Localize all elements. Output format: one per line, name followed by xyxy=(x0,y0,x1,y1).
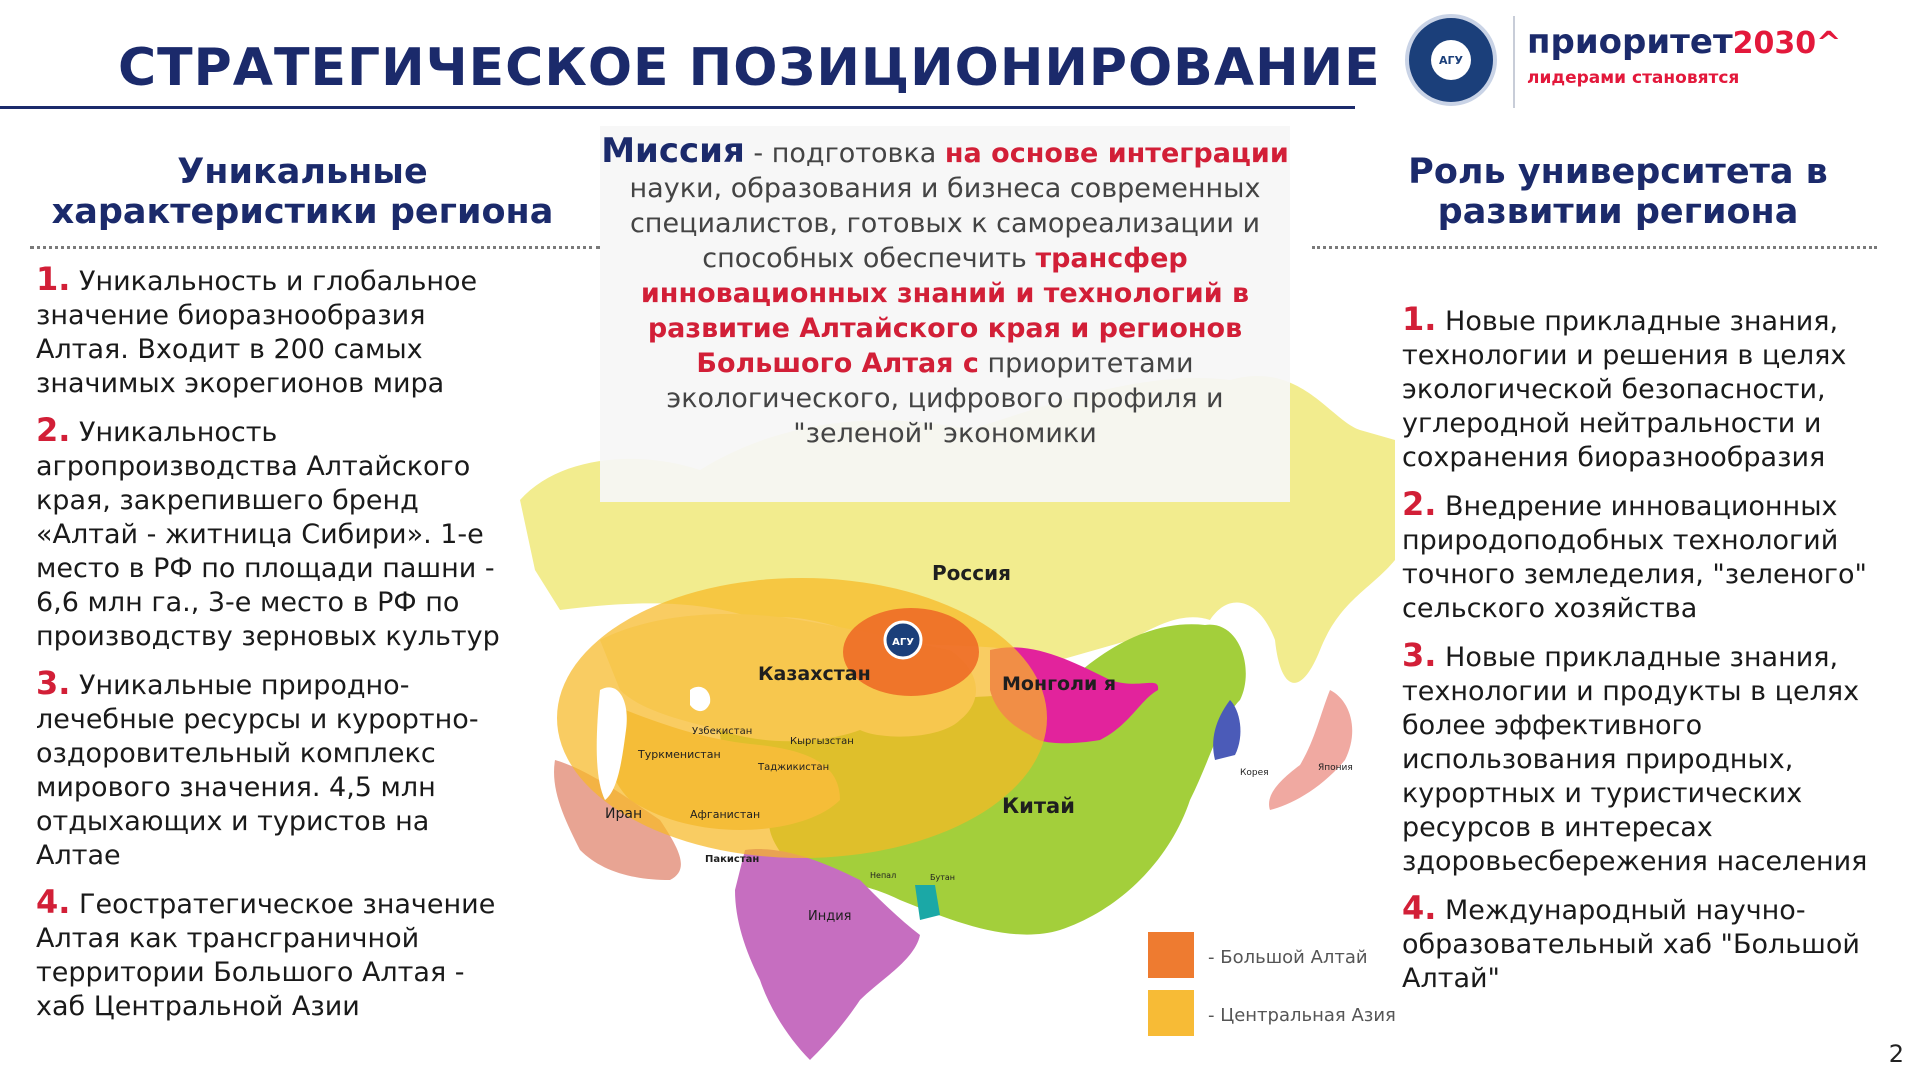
list-item: 3. Новые прикладные знания, технологии и продукты в целях более эффективного использования природных, курортных и туристических ресурсов в интересах здоровьесбережения населения xyxy=(1402,636,1868,877)
mission-text-2: науки, образования и бизнеса современных специалистов, готовых к самореализации и способных обеспечить xyxy=(629,173,1261,274)
left-heading-divider xyxy=(30,246,600,249)
seal-abbreviation: АГУ xyxy=(1431,40,1471,80)
legend-swatch-central-asia xyxy=(1148,990,1194,1036)
program-tagline: лидерами становятся xyxy=(1527,68,1740,88)
legend-swatch-greater-altai xyxy=(1148,932,1194,978)
region-characteristics-list xyxy=(36,262,516,1036)
left-column-heading: Уникальные характеристики региона xyxy=(51,152,554,232)
mission-highlight-2: трансфер инновационных знаний и технологий в развитие Алтайского края и регионов Большого Алтая с xyxy=(640,243,1250,379)
label-kazakhstan: Казахстан xyxy=(758,663,871,685)
right-column-heading: Роль университета в развитии региона xyxy=(1408,152,1828,232)
label-iran: Иран xyxy=(605,806,643,822)
label-mongolia: Монголи я xyxy=(1002,673,1117,695)
label-turkmenistan: Туркменистан xyxy=(638,748,721,761)
mission-statement-box xyxy=(600,126,1290,502)
label-pakistan: Пакистан xyxy=(705,854,760,865)
mission-highlight-1: на основе интеграции xyxy=(944,138,1289,169)
label-uzbekistan: Узбекистан xyxy=(692,726,753,737)
label-russia: Россия xyxy=(932,561,1011,585)
label-kyrgyzstan: Кыргызстан xyxy=(790,736,854,747)
university-location-text: АГУ xyxy=(892,637,914,648)
label-china: Китай xyxy=(1002,794,1075,818)
list-item: 4. Международный научно-образовательный хаб "Большой Алтай" xyxy=(1402,889,1860,994)
logo-name-main: приоритет xyxy=(1527,22,1733,62)
logo-year: 2030^ xyxy=(1732,26,1842,61)
label-korea: Корея xyxy=(1240,768,1269,778)
right-heading-divider xyxy=(1312,246,1877,249)
list-item: 2. Уникальность агропроизводства Алтайского края, закрепившего бренд «Алтай - житница Сибири». 1-е место в РФ по площади пашни - 6,6 млн га., 3-е место в РФ по производству зерновых культур xyxy=(36,411,500,652)
list-item: 4. Геостратегическое значение Алтая как трансграничной территории Большого Алтая - хаб Центральной Азии xyxy=(36,883,496,1022)
page-number: 2 xyxy=(1888,1040,1904,1068)
legend-label-central-asia: - Центральная Азия xyxy=(1208,1005,1396,1026)
mission-text-3: приоритетами экологического, цифрового профиля и "зеленой" экономики xyxy=(666,348,1224,449)
label-afghanistan: Афганистан xyxy=(690,808,761,821)
label-japan: Япония xyxy=(1318,763,1353,773)
mission-text-1: - подготовка xyxy=(744,138,945,169)
label-nepal: Непал xyxy=(870,871,897,880)
label-tajikistan: Таджикистан xyxy=(758,762,830,773)
page-title: СТРАТЕГИЧЕСКОЕ ПОЗИЦИОНИРОВАНИЕ xyxy=(118,38,1381,98)
mission-title: Миссия xyxy=(601,131,745,171)
list-item: 1. Уникальность и глобальное значение биоразнообразия Алтая. Входит в 200 самых значимых экорегионов мира xyxy=(36,260,478,399)
label-bhutan: Бутан xyxy=(930,873,956,882)
legend-label-greater-altai: - Большой Алтай xyxy=(1208,947,1368,968)
japan-region xyxy=(1269,690,1352,810)
label-india: Индия xyxy=(808,909,852,924)
list-item: 1. Новые прикладные знания, технологии и решения в целях экологической безопасности, углеродной нейтральности и сохранения биоразнообразия xyxy=(1402,300,1847,473)
university-role-list xyxy=(1402,302,1892,1008)
list-item: 2. Внедрение инновационных природоподобных технологий точного земледелия, "зеленого" сельского хозяйства xyxy=(1402,485,1867,624)
list-item: 3. Уникальные природно-лечебные ресурсы и курортно-оздоровительный комплекс мирового значения. 4,5 млн отдыхающих и туристов на Алтае xyxy=(36,664,479,871)
